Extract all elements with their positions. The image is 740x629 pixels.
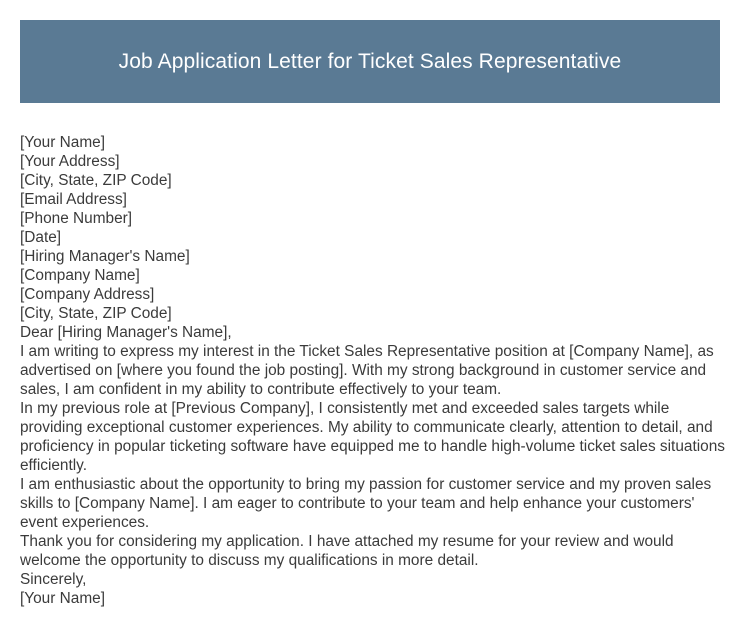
salutation: Dear [Hiring Manager's Name],	[20, 324, 232, 341]
recipient-name: [Hiring Manager's Name]	[20, 248, 190, 265]
sender-email: [Email Address]	[20, 191, 127, 208]
header-banner	[20, 20, 720, 103]
sender-phone: [Phone Number]	[20, 210, 133, 227]
letter-body	[20, 133, 725, 608]
page-title: Job Application Letter for Ticket Sales Representative	[118, 49, 622, 73]
paragraph-thanks: Thank you for considering my application. I have attached my resume for your review and would welcome the opportunity to discuss my qualifications in more detail.	[20, 533, 674, 569]
closing: Sincerely,	[20, 571, 87, 588]
recipient-city-state-zip: [City, State, ZIP Code]	[20, 305, 172, 322]
paragraph-intro: I am writing to express my interest in the Ticket Sales Representative position at [Company Name], as advertised on [where you found the job posting]. With my strong background in customer service and sales, I am confident in my ability to contribute effectively to your team.	[20, 343, 714, 398]
paragraph-enthusiasm: I am enthusiastic about the opportunity to bring my passion for customer service and my proven sales skills to [Company Name]. I am eager to contribute to your team and help enhance your customers' event experiences.	[20, 476, 712, 531]
sender-city-state-zip: [City, State, ZIP Code]	[20, 172, 172, 189]
letter-date: [Date]	[20, 229, 62, 246]
paragraph-experience: In my previous role at [Previous Company], I consistently met and exceeded sales targets while providing exceptional customer experiences. My ability to communicate clearly, attention to detail, and proficiency in popular ticketing software have equipped me to handle high-volume ticket sales situations efficiently.	[20, 400, 725, 474]
sender-address: [Your Address]	[20, 153, 120, 170]
recipient-company-address: [Company Address]	[20, 286, 155, 303]
recipient-company: [Company Name]	[20, 267, 140, 284]
signature: [Your Name]	[20, 590, 105, 607]
sender-name: [Your Name]	[20, 134, 105, 151]
